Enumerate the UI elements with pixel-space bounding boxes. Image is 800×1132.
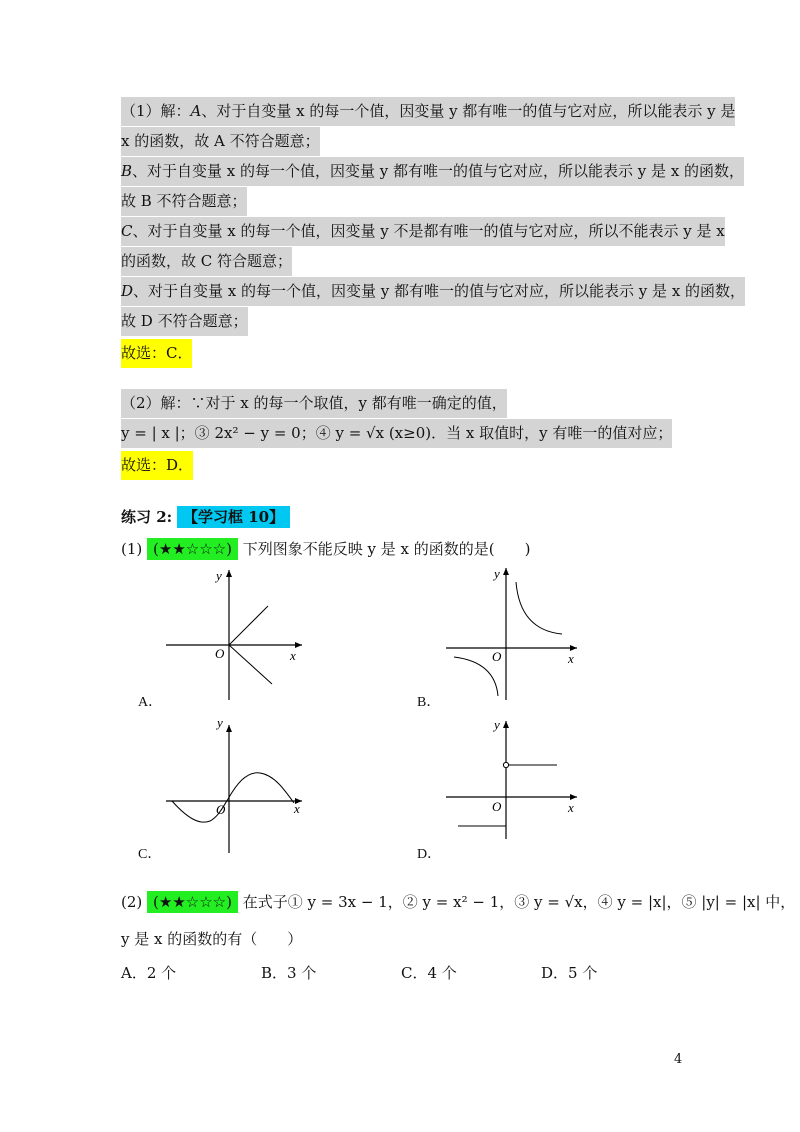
graph-d-open-point [503, 762, 508, 767]
graph-b-y-arrow [503, 568, 509, 575]
q1-text: 下列图象不能反映 y 是 x 的函数的是( ) [242, 540, 531, 558]
exercise-title: 练习 2: [121, 508, 173, 526]
option-b-label: B． [417, 695, 441, 710]
option-c-label: C． [138, 847, 162, 862]
solution1-line-2: x 的函数，故 A 不符合题意； [121, 127, 320, 156]
solution1-line-6: 的函数，故 C 符合题意； [121, 247, 292, 276]
graph-c-y-label: y [217, 715, 223, 730]
question-1 [121, 538, 530, 559]
option-d-label: D． [417, 847, 442, 862]
solution1-line-1: （1）解：A、对于自变量 x 的每一个值，因变量 y 都有唯一的值与它对应，所以能表示 y 是 [121, 97, 735, 126]
solution2-answer: 故选：D． [121, 451, 193, 480]
option-a-label: A． [138, 695, 163, 710]
solution1-line-5: C、对于自变量 x 的每一个值，因变量 y 不是都有唯一的值与它对应，所以不能表示 y 是 x [121, 217, 725, 246]
exercise-header [121, 506, 290, 527]
q2-text: 在式子① y = 3x − 1，② y = x² − 1，③ y = √x，④ y = |x|，⑤ |y| = |x| 中， [242, 893, 796, 911]
graph-c-sine-curve [172, 773, 294, 822]
graph-c-origin: O [216, 802, 226, 817]
graph-a-x-arrow [295, 642, 302, 648]
q2-option-b: B．3 个 [261, 964, 317, 982]
graph-a-y-label: y [216, 568, 222, 583]
graph-b-x-label: x [568, 651, 574, 666]
graph-d-origin: O [492, 799, 502, 814]
graph-a-lower-ray [229, 645, 272, 684]
solution2-line-2: y = | x |；③ 2x² − y = 0；④ y = √x (x≥0)．当 x 取值时，y 有唯一的值对应； [121, 419, 672, 448]
q2-line-2: y 是 x 的函数的有（ ） [121, 930, 303, 948]
graph-b-origin: O [492, 649, 502, 664]
solution1-line-7: D、对于自变量 x 的每一个值，因变量 y 都有唯一的值与它对应，所以能表示 y 是 x 的函数， [121, 277, 745, 306]
graph-b-branch-upper [516, 582, 562, 634]
q1-difficulty: (★★☆☆☆) [147, 538, 238, 560]
exercise-tag: 【学习框 10】 [177, 506, 290, 528]
solution1-line-8: 故 D 不符合题意； [121, 307, 248, 336]
graph-a-y-arrow [226, 570, 232, 577]
graph-d-x-label: x [568, 800, 574, 815]
q2-option-a: A．2 个 [121, 964, 177, 982]
solution2-line-1: （2）解：∵对于 x 的每一个取值，y 都有唯一确定的值， [121, 389, 507, 418]
q2-option-d: D．5 个 [541, 964, 598, 982]
graph-d [440, 715, 590, 855]
graph-a-upper-ray [229, 606, 268, 645]
q2-difficulty: (★★☆☆☆) [147, 891, 238, 913]
solution1-line-4: 故 B 不符合题意； [121, 187, 247, 216]
graph-c-y-arrow [226, 725, 232, 732]
solution1-answer: 故选：C． [121, 339, 192, 368]
q2-option-c: C．4 个 [401, 964, 457, 982]
q1-number: (1) [121, 540, 143, 558]
page-number: 4 [674, 1052, 683, 1067]
graph-c-x-label: x [294, 801, 300, 816]
graph-b-y-label: y [494, 566, 500, 581]
graph-b [440, 562, 590, 702]
graph-a [160, 562, 310, 702]
question-2 [121, 891, 795, 912]
graph-a-x-label: x [290, 648, 296, 663]
graph-d-y-label: y [494, 717, 500, 732]
graph-c [160, 715, 310, 855]
graph-a-origin: O [215, 646, 225, 661]
graph-d-y-arrow [503, 721, 509, 728]
q2-number: (2) [121, 893, 143, 911]
solution1-line-3: B、对于自变量 x 的每一个值，因变量 y 都有唯一的值与它对应，所以能表示 y 是 x 的函数， [121, 157, 744, 186]
